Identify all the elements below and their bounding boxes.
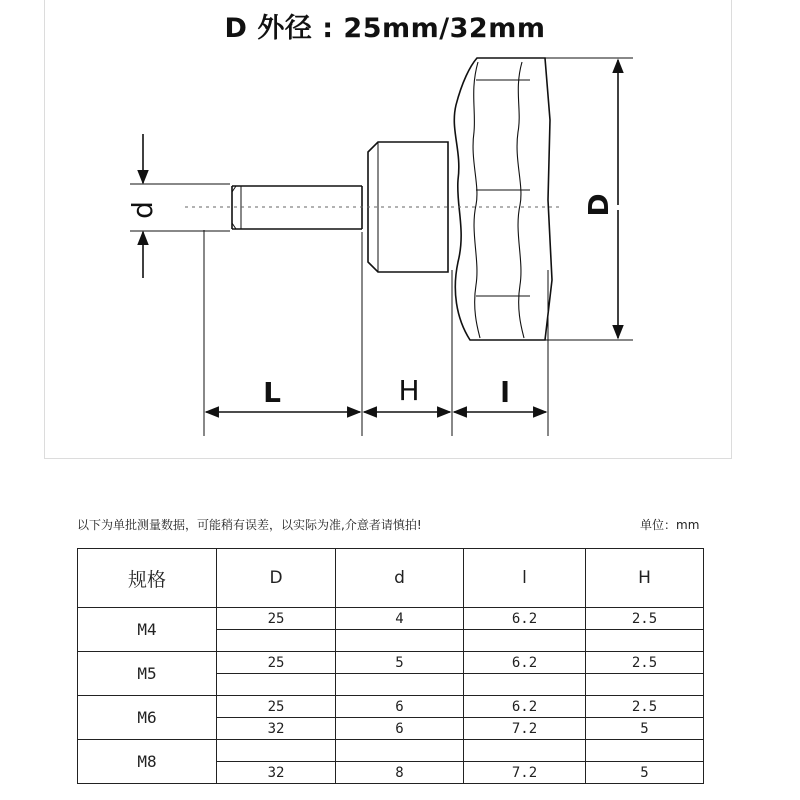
- cell-D: 32: [217, 718, 336, 740]
- diagram-title: D 外径 : 25mm/32mm: [224, 13, 546, 44]
- measurement-note: 以下为单批测量数据，可能稍有误差，以实际为准,介意者请慎拍!: [77, 518, 422, 532]
- cell-D: [217, 630, 336, 652]
- cell-H: [586, 740, 704, 762]
- cell-H: 5: [586, 718, 704, 740]
- header-l: l: [464, 549, 586, 608]
- table-row: [78, 652, 704, 674]
- cell-D: 25: [217, 608, 336, 630]
- label-L: L: [263, 376, 281, 409]
- cell-l: 7.2: [464, 718, 586, 740]
- cell-l: 6.2: [464, 696, 586, 718]
- model-cell: M8: [78, 740, 217, 784]
- cell-D: 25: [217, 652, 336, 674]
- cell-H: 2.5: [586, 696, 704, 718]
- model-cell: M4: [78, 608, 217, 652]
- table-row: [78, 696, 704, 718]
- table-row: [78, 608, 704, 630]
- cell-d: [336, 740, 464, 762]
- header-d: d: [336, 549, 464, 608]
- cell-D: [217, 674, 336, 696]
- header-D: D: [217, 549, 336, 608]
- cell-d: 4: [336, 608, 464, 630]
- cell-d: 6: [336, 718, 464, 740]
- cell-H: 2.5: [586, 652, 704, 674]
- label-H: H: [398, 374, 420, 407]
- model-cell: M6: [78, 696, 217, 740]
- cell-d: [336, 674, 464, 696]
- model-cell: M5: [78, 652, 217, 696]
- cell-D: 25: [217, 696, 336, 718]
- cell-d: 8: [336, 762, 464, 784]
- header-H: H: [586, 549, 704, 608]
- cell-l: [464, 740, 586, 762]
- cell-D: [217, 740, 336, 762]
- table-row: [78, 740, 704, 762]
- cell-l: [464, 630, 586, 652]
- cell-l: 7.2: [464, 762, 586, 784]
- cell-d: 6: [336, 696, 464, 718]
- extension-lines: [204, 230, 548, 436]
- table-header-row: [78, 549, 704, 608]
- cell-l: 6.2: [464, 608, 586, 630]
- cell-d: [336, 630, 464, 652]
- cell-H: 5: [586, 762, 704, 784]
- label-d: d: [126, 201, 159, 219]
- cell-H: [586, 630, 704, 652]
- cell-H: 2.5: [586, 608, 704, 630]
- cell-H: [586, 674, 704, 696]
- label-l: l: [500, 376, 510, 409]
- header-spec: 规格: [78, 549, 217, 608]
- cell-d: 5: [336, 652, 464, 674]
- label-D: D: [582, 193, 615, 217]
- cell-l: 6.2: [464, 652, 586, 674]
- cell-D: 32: [217, 762, 336, 784]
- cell-l: [464, 674, 586, 696]
- knob-head: [454, 58, 552, 340]
- spec-table: [77, 548, 704, 784]
- unit-label: 单位：mm: [640, 518, 700, 532]
